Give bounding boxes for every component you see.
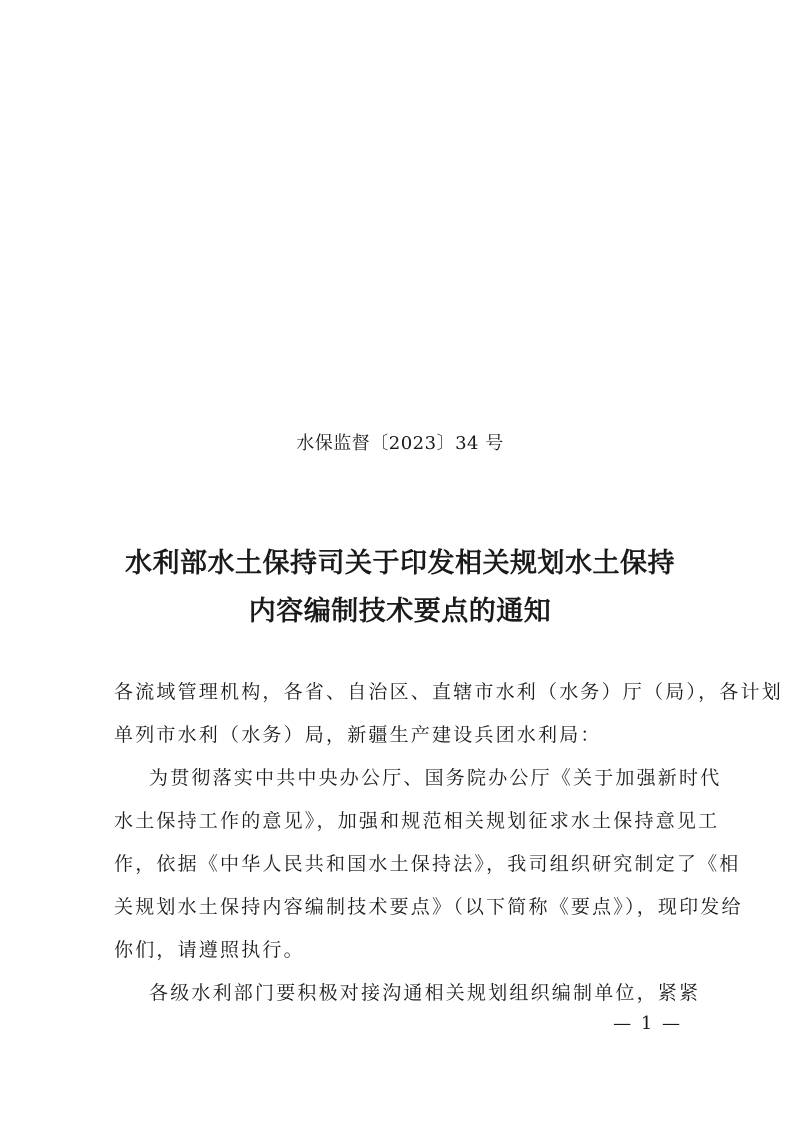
title-line: 水利部水土保持司关于印发相关规划水土保持 [125, 548, 675, 579]
document-title [0, 540, 800, 636]
document-body [114, 671, 783, 1015]
page-number: — 1 — [613, 1013, 682, 1034]
paragraph-line: 你们，请遵照执行。 [114, 939, 305, 961]
title-line: 内容编制技术要点的通知 [248, 596, 552, 627]
paragraph-line: 各级水利部门要积极对接沟通相关规划组织编制单位，紧紧 [149, 982, 701, 1004]
paragraph-line: 作，依据《中华人民共和国水土保持法》，我司组织研究制定了《相 [114, 853, 741, 875]
paragraph-line: 水土保持工作的意见》，加强和规范相关规划征求水土保持意见工 [114, 810, 720, 832]
document-number: 水保监督〔2023〕34 号 [296, 433, 504, 454]
paragraph-line: 关规划水土保持内容编制技术要点》（以下简称《要点》），现印发给 [114, 896, 743, 918]
paragraph-line: 为贯彻落实中共中央办公厅、国务院办公厅《关于加强新时代 [149, 767, 722, 789]
addressee-line: 各流域管理机构，各省、自治区、直辖市水利（水务）厅（局），各计划 [114, 681, 783, 703]
addressee-line: 单列市水利（水务）局，新疆生产建设兵团水利局： [114, 724, 602, 746]
